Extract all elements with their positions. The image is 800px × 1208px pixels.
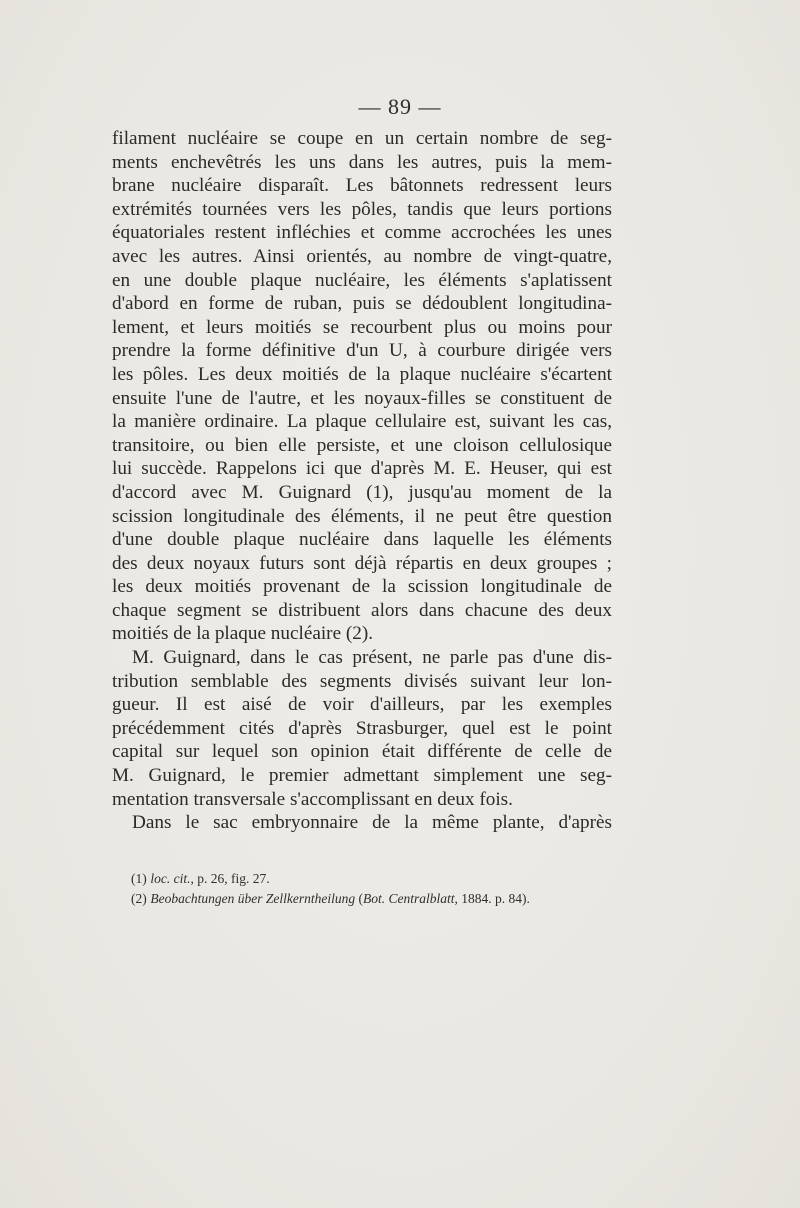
- text-line: ments enchevêtrés les uns dans les autres, puis la mem-: [112, 151, 612, 173]
- text-line: d'accord avec M. Guignard (1), jusqu'au moment de la: [112, 481, 612, 503]
- text-line: la manière ordinaire. La plaque cellulaire est, suivant les cas,: [112, 411, 612, 433]
- text-line: d'abord en forme de ruban, puis se dédoublent longitudina-: [112, 293, 612, 315]
- text-line: M. Guignard, le premier admettant simplement une seg-: [112, 765, 612, 787]
- text-line: chaque segment se distribuent alors dans chacune des deux: [112, 599, 612, 621]
- text-line: moitiés de la plaque nucléaire (2).: [112, 623, 374, 645]
- text-line: les pôles. Les deux moitiés de la plaque nucléaire s'écartent: [112, 363, 612, 385]
- text-line: lui succède. Rappelons ici que d'après M. E. Heuser, qui est: [112, 458, 612, 480]
- footnote: [131, 889, 631, 909]
- text-line: Dans le sac embryonnaire de la même plante, d'après: [132, 812, 612, 834]
- text-line: capital sur lequel son opinion était différente de celle de: [112, 741, 612, 763]
- text-line: lement, et leurs moitiés se recourbent plus ou moins pour: [112, 316, 612, 338]
- footnote-number: (1): [131, 871, 147, 886]
- page-number: — 89 —: [358, 94, 442, 119]
- footnote-journal-italic: Bot. Centralblatt: [362, 891, 455, 906]
- text-line: prendre la forme définitive d'un U, à courbure dirigée vers: [112, 340, 612, 362]
- text-line: brane nucléaire disparaît. Les bâtonnets redressent leurs: [112, 175, 612, 197]
- text-line: les deux moitiés provenant de la scission longitudinale de: [112, 576, 612, 598]
- text-line: scission longitudinale des éléments, il ne peut être question: [112, 505, 612, 527]
- footnote-citation-italic: Beobachtungen über Zellkerntheilung: [150, 891, 356, 906]
- text-line: d'une double plaque nucléaire dans laquelle les éléments: [112, 529, 612, 551]
- text-line: des deux noyaux futurs sont déjà répartis en deux groupes ;: [112, 552, 612, 574]
- footnote-citation-text: , p. 26, fig. 27.: [190, 871, 270, 886]
- text-line: tribution semblable des segments divisés suivant leur lon-: [112, 670, 612, 692]
- footnote-number: (2): [131, 891, 147, 906]
- text-line: avec les autres. Ainsi orientés, au nombre de vingt-quatre,: [112, 245, 612, 267]
- text-line: précédemment cités d'après Strasburger, quel est le point: [112, 717, 612, 739]
- footnote-citation-italic: loc. cit.: [150, 871, 191, 886]
- text-line: en une double plaque nucléaire, les éléments s'aplatissent: [112, 269, 612, 291]
- text-line: filament nucléaire se coupe en un certain nombre de seg-: [112, 128, 612, 149]
- footnote-citation-text: , 1884. p. 84).: [454, 891, 530, 906]
- footnote-citation-text: (: [355, 891, 363, 906]
- text-line: gueur. Il est aisé de voir d'ailleurs, par les exemples: [112, 694, 612, 716]
- footnote: [131, 869, 631, 889]
- text-line: équatoriales restent infléchies et comme accrochées les unes: [112, 222, 612, 244]
- footnotes: [131, 869, 631, 909]
- text-line: extrémités tournées vers les pôles, tandis que leurs portions: [112, 198, 612, 220]
- text-line: transitoire, ou bien elle persiste, et une cloison cellulosique: [112, 434, 612, 456]
- text-line: M. Guignard, dans le cas présent, ne parle pas d'une dis-: [132, 647, 612, 669]
- text-line: mentation transversale s'accomplissant en deux fois.: [112, 788, 513, 810]
- body-text: [112, 127, 612, 835]
- text-line: ensuite l'une de l'autre, et les noyaux-filles se constituent de: [112, 387, 612, 409]
